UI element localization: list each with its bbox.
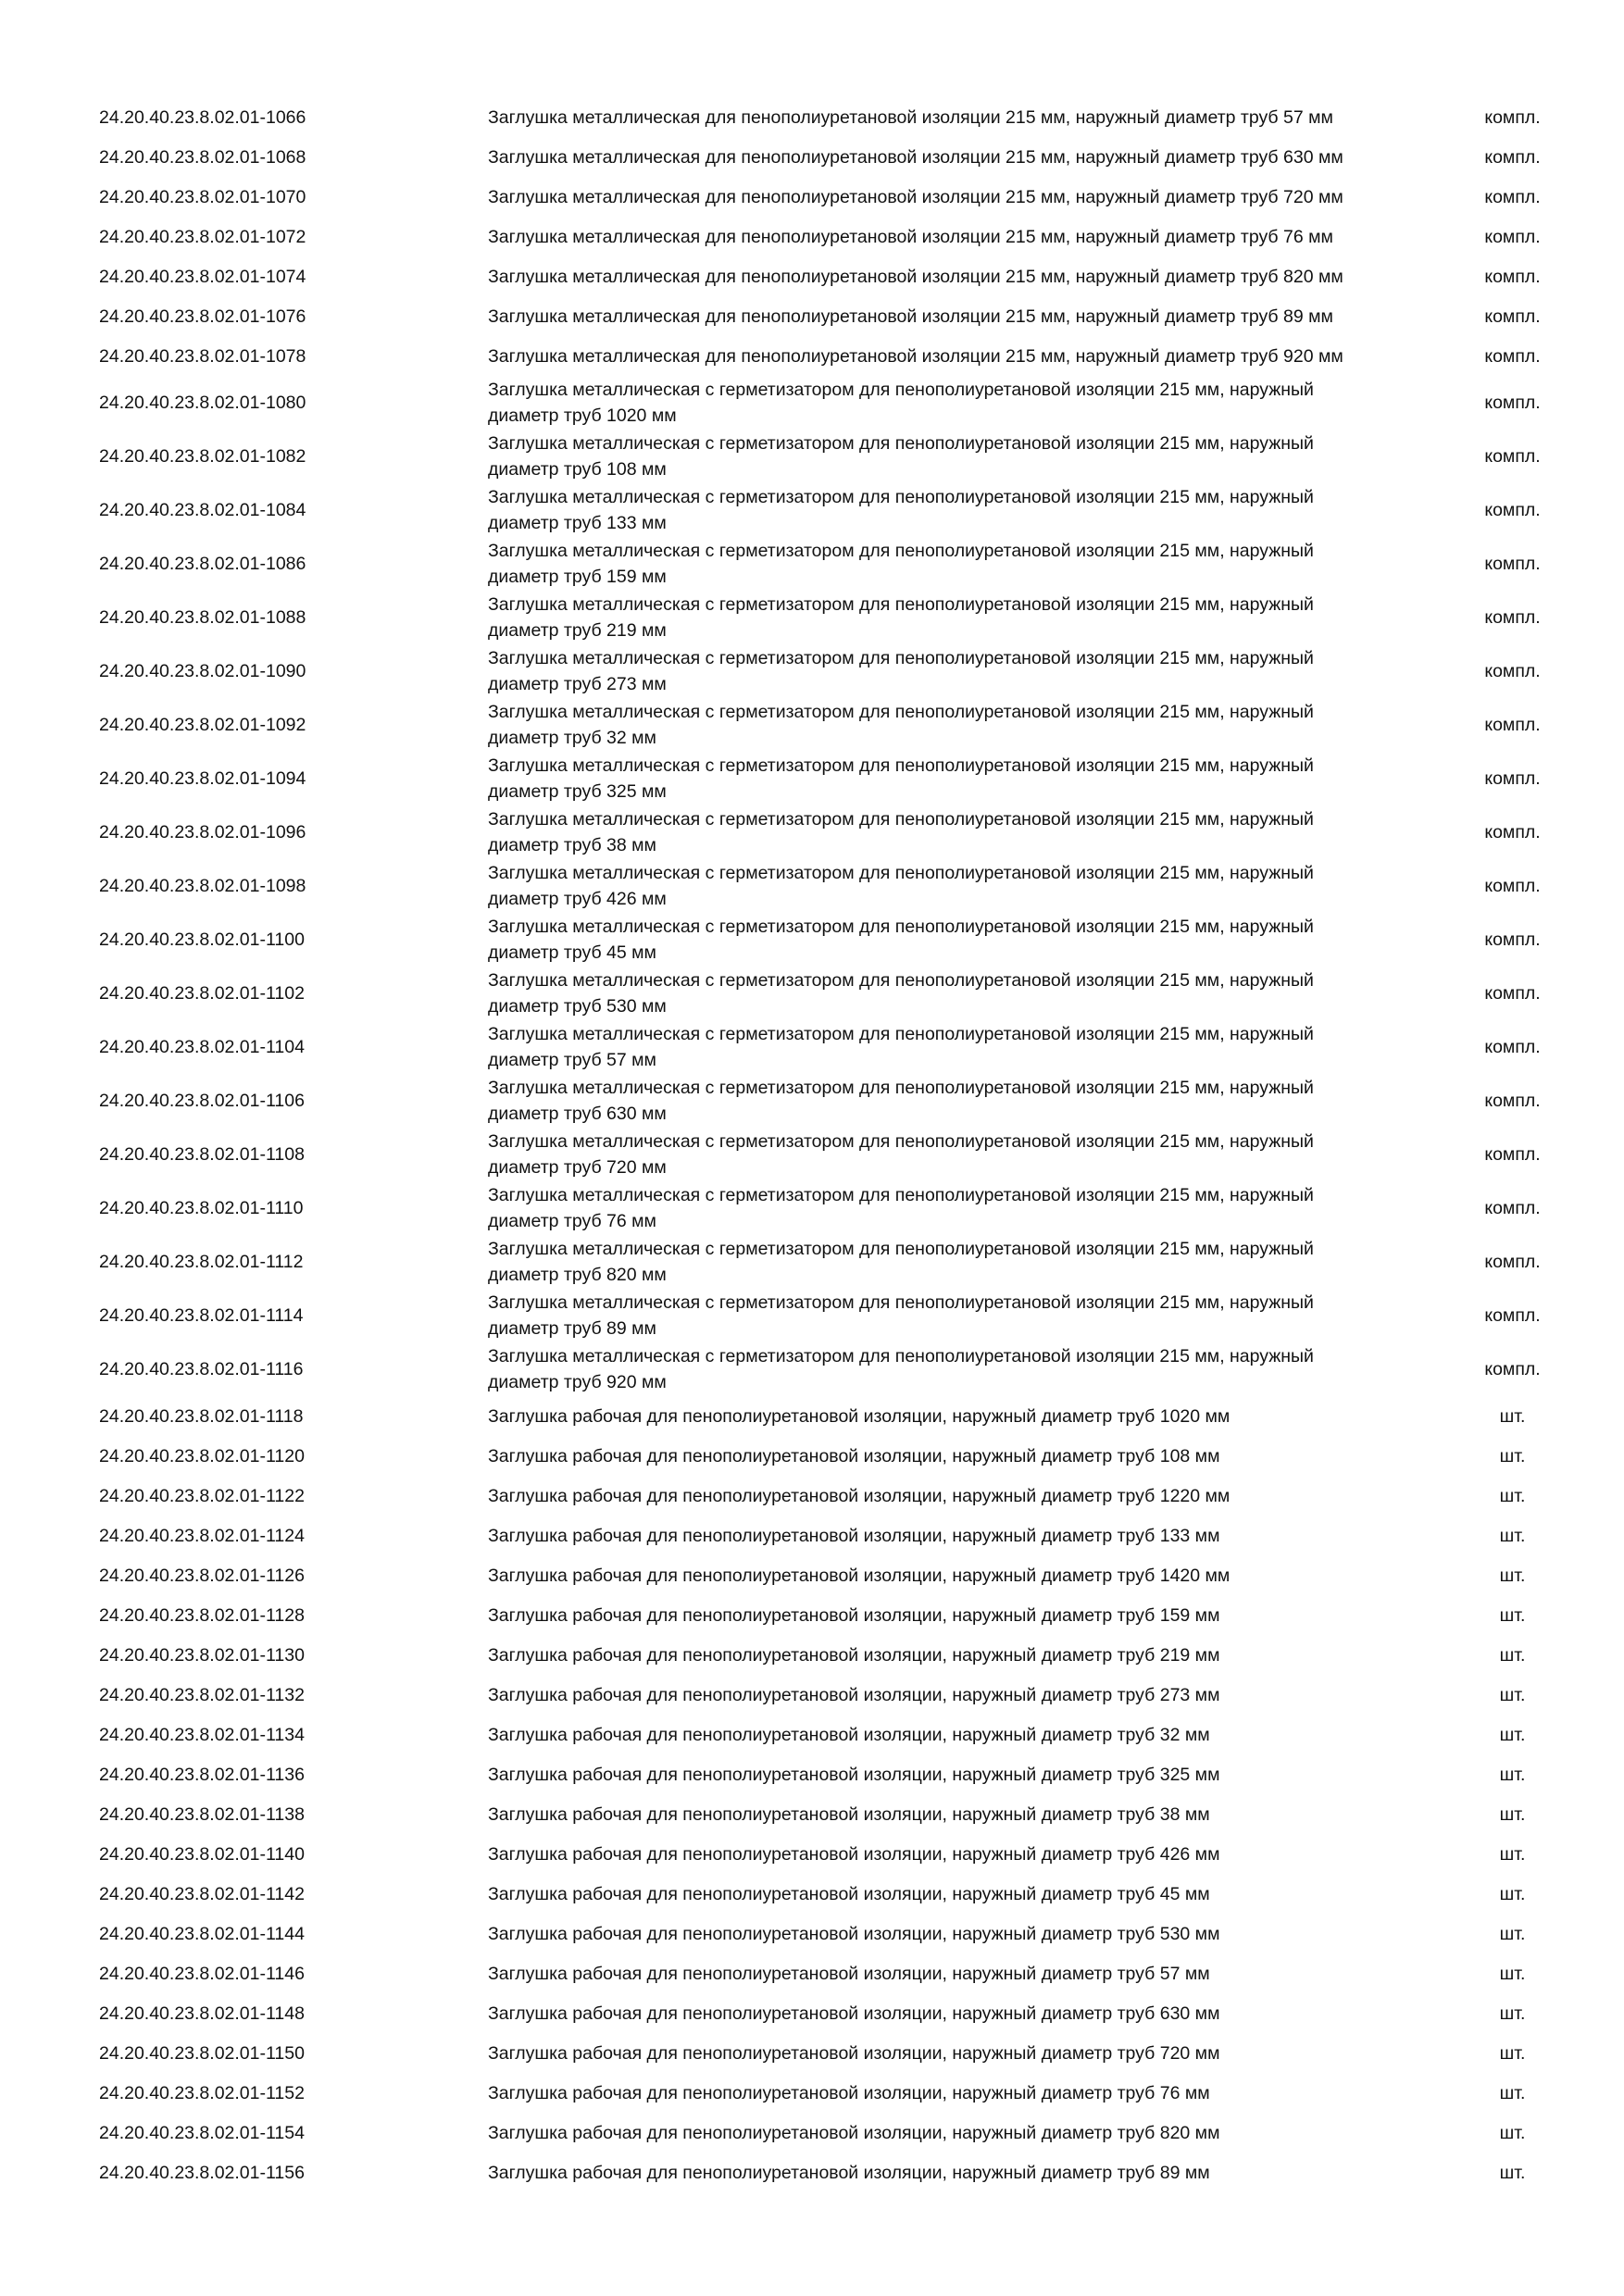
item-unit: шт. — [1499, 1445, 1526, 1466]
item-code: 24.20.40.23.8.02.01-1106 — [99, 1091, 305, 1111]
item-description: Заглушка металлическая с герметизатором для пенополиуретановой изоляции 215 мм, наружный диаметр труб 45 мм — [488, 916, 1314, 963]
item-code: 24.20.40.23.8.02.01-1086 — [99, 554, 306, 574]
item-code: 24.20.40.23.8.02.01-1138 — [99, 1803, 305, 1825]
item-code: 24.20.40.23.8.02.01-1080 — [99, 393, 306, 413]
table-row — [0, 1914, 1624, 1953]
table-row — [0, 217, 1624, 256]
item-description: Заглушка металлическая для пенополиуретановой изоляции 215 мм, наружный диаметр труб 920 мм — [488, 345, 1343, 367]
item-description: Заглушка металлическая с герметизатором для пенополиуретановой изоляции 215 мм, наружный диаметр труб 38 мм — [488, 808, 1314, 855]
item-unit: компл. — [1484, 186, 1541, 207]
item-description: Заглушка рабочая для пенополиуретановой изоляции, наружный диаметр труб 1220 мм — [488, 1485, 1230, 1506]
item-unit: компл. — [1484, 306, 1541, 327]
item-code: 24.20.40.23.8.02.01-1112 — [99, 1252, 304, 1272]
table-row — [0, 1754, 1624, 1794]
table-row — [0, 1993, 1624, 2033]
item-description: Заглушка металлическая с герметизатором для пенополиуретановой изоляции 215 мм, наружный диаметр труб 159 мм — [488, 540, 1314, 587]
item-code: 24.20.40.23.8.02.01-1082 — [99, 446, 306, 467]
item-unit: шт. — [1499, 2042, 1526, 2064]
item-description: Заглушка металлическая для пенополиуретановой изоляции 215 мм, наружный диаметр труб 720 мм — [488, 186, 1343, 207]
item-description: Заглушка металлическая с герметизатором для пенополиуретановой изоляции 215 мм, наружный диаметр труб 273 мм — [488, 647, 1314, 694]
item-unit: шт. — [1499, 2082, 1526, 2103]
item-unit: шт. — [1499, 1405, 1526, 1427]
table-row — [0, 1342, 1624, 1396]
item-description: Заглушка металлическая с герметизатором для пенополиуретановой изоляции 215 мм, наружный диаметр труб 820 мм — [488, 1238, 1314, 1285]
item-description: Заглушка металлическая для пенополиуретановой изоляции 215 мм, наружный диаметр труб 820 мм — [488, 266, 1343, 287]
item-unit: компл. — [1484, 715, 1541, 735]
item-unit: компл. — [1484, 266, 1541, 287]
item-description: Заглушка металлическая для пенополиуретановой изоляции 215 мм, наружный диаметр труб 76 мм — [488, 226, 1333, 247]
item-description: Заглушка металлическая с герметизатором для пенополиуретановой изоляции 215 мм, наружный диаметр труб 57 мм — [488, 1023, 1314, 1070]
table-row — [0, 967, 1624, 1020]
item-unit: шт. — [1499, 2162, 1526, 2183]
item-code: 24.20.40.23.8.02.01-1070 — [99, 186, 306, 207]
item-unit: компл. — [1484, 983, 1541, 1004]
item-description: Заглушка металлическая с герметизатором для пенополиуретановой изоляции 215 мм, наружный диаметр труб 89 мм — [488, 1292, 1314, 1339]
item-description: Заглушка металлическая с герметизатором для пенополиуретановой изоляции 215 мм, наружный диаметр труб 530 мм — [488, 969, 1314, 1017]
item-code: 24.20.40.23.8.02.01-1120 — [99, 1445, 305, 1466]
item-code: 24.20.40.23.8.02.01-1118 — [99, 1405, 304, 1427]
item-description: Заглушка металлическая для пенополиуретановой изоляции 215 мм, наружный диаметр труб 57 мм — [488, 106, 1333, 128]
item-code: 24.20.40.23.8.02.01-1146 — [99, 1963, 305, 1984]
table-row — [0, 1635, 1624, 1675]
table-row — [0, 137, 1624, 177]
item-description: Заглушка металлическая с герметизатором для пенополиуретановой изоляции 215 мм, наружный диаметр труб 426 мм — [488, 862, 1314, 909]
item-code: 24.20.40.23.8.02.01-1144 — [99, 1923, 305, 1944]
table-row — [0, 483, 1624, 537]
item-code: 24.20.40.23.8.02.01-1100 — [99, 930, 305, 950]
item-description: Заглушка рабочая для пенополиуретановой изоляции, наружный диаметр труб 820 мм — [488, 2122, 1220, 2143]
item-unit: компл. — [1484, 226, 1541, 247]
item-code: 24.20.40.23.8.02.01-1126 — [99, 1565, 305, 1586]
item-unit: шт. — [1499, 1684, 1526, 1705]
item-description: Заглушка металлическая с герметизатором для пенополиуретановой изоляции 215 мм, наружный диаметр труб 133 мм — [488, 486, 1314, 533]
item-unit: шт. — [1499, 1485, 1526, 1506]
item-code: 24.20.40.23.8.02.01-1136 — [99, 1764, 305, 1785]
item-unit: шт. — [1499, 1963, 1526, 1984]
item-code: 24.20.40.23.8.02.01-1090 — [99, 661, 306, 681]
item-unit: компл. — [1484, 768, 1541, 789]
table-row — [0, 2152, 1624, 2192]
item-description: Заглушка металлическая для пенополиуретановой изоляции 215 мм, наружный диаметр труб 630 мм — [488, 146, 1343, 168]
item-unit: компл. — [1484, 876, 1541, 896]
item-unit: компл. — [1484, 1252, 1541, 1272]
table-row — [0, 97, 1624, 137]
table-row — [0, 2113, 1624, 2152]
item-code: 24.20.40.23.8.02.01-1092 — [99, 715, 306, 735]
table-row — [0, 1794, 1624, 1834]
item-description: Заглушка рабочая для пенополиуретановой изоляции, наружный диаметр труб 325 мм — [488, 1764, 1220, 1785]
item-code: 24.20.40.23.8.02.01-1156 — [99, 2162, 305, 2183]
item-unit: компл. — [1484, 661, 1541, 681]
item-unit: шт. — [1499, 1565, 1526, 1586]
table-row — [0, 1675, 1624, 1715]
item-code: 24.20.40.23.8.02.01-1088 — [99, 607, 306, 628]
item-description: Заглушка рабочая для пенополиуретановой изоляции, наружный диаметр труб 273 мм — [488, 1684, 1220, 1705]
item-description: Заглушка металлическая с герметизатором для пенополиуретановой изоляции 215 мм, наружный диаметр труб 920 мм — [488, 1345, 1314, 1392]
item-code: 24.20.40.23.8.02.01-1104 — [99, 1037, 305, 1057]
item-description: Заглушка металлическая с герметизатором для пенополиуретановой изоляции 215 мм, наружный диаметр труб 76 мм — [488, 1184, 1314, 1231]
table-row — [0, 859, 1624, 913]
table-row — [0, 537, 1624, 591]
item-unit: компл. — [1484, 500, 1541, 520]
table-row — [0, 1834, 1624, 1874]
item-unit: шт. — [1499, 1525, 1526, 1546]
item-code: 24.20.40.23.8.02.01-1132 — [99, 1684, 305, 1705]
table-row — [0, 1953, 1624, 1993]
table-row — [0, 296, 1624, 336]
item-unit: компл. — [1484, 345, 1541, 367]
item-code: 24.20.40.23.8.02.01-1068 — [99, 146, 306, 168]
item-unit: компл. — [1484, 1091, 1541, 1111]
item-code: 24.20.40.23.8.02.01-1078 — [99, 345, 306, 367]
item-unit: шт. — [1499, 1923, 1526, 1944]
table-row — [0, 591, 1624, 644]
item-unit: компл. — [1484, 393, 1541, 413]
item-code: 24.20.40.23.8.02.01-1094 — [99, 768, 306, 789]
item-code: 24.20.40.23.8.02.01-1096 — [99, 822, 306, 842]
item-unit: компл. — [1484, 146, 1541, 168]
item-unit: компл. — [1484, 1144, 1541, 1165]
table-row — [0, 805, 1624, 859]
price-table — [0, 97, 1624, 2192]
item-description: Заглушка рабочая для пенополиуретановой изоляции, наружный диаметр труб 1020 мм — [488, 1405, 1230, 1427]
table-row — [0, 752, 1624, 805]
item-code: 24.20.40.23.8.02.01-1122 — [99, 1485, 305, 1506]
table-row — [0, 1289, 1624, 1342]
item-description: Заглушка рабочая для пенополиуретановой изоляции, наружный диаметр труб 219 мм — [488, 1644, 1220, 1666]
table-row — [0, 336, 1624, 376]
item-description: Заглушка рабочая для пенополиуретановой изоляции, наружный диаметр труб 108 мм — [488, 1445, 1220, 1466]
table-row — [0, 256, 1624, 296]
item-description: Заглушка рабочая для пенополиуретановой изоляции, наружный диаметр труб 45 мм — [488, 1883, 1210, 1904]
item-description: Заглушка рабочая для пенополиуретановой изоляции, наружный диаметр труб 630 мм — [488, 2003, 1220, 2024]
table-row — [0, 1476, 1624, 1516]
table-row — [0, 2073, 1624, 2113]
item-code: 24.20.40.23.8.02.01-1140 — [99, 1843, 305, 1865]
item-unit: компл. — [1484, 930, 1541, 950]
table-row — [0, 1396, 1624, 1436]
item-unit: шт. — [1499, 1803, 1526, 1825]
item-code: 24.20.40.23.8.02.01-1152 — [99, 2082, 305, 2103]
item-description: Заглушка рабочая для пенополиуретановой изоляции, наружный диаметр труб 76 мм — [488, 2082, 1210, 2103]
item-code: 24.20.40.23.8.02.01-1098 — [99, 876, 306, 896]
item-code: 24.20.40.23.8.02.01-1074 — [99, 266, 306, 287]
table-row — [0, 1074, 1624, 1128]
item-code: 24.20.40.23.8.02.01-1124 — [99, 1525, 305, 1546]
item-description: Заглушка рабочая для пенополиуретановой изоляции, наружный диаметр труб 38 мм — [488, 1803, 1210, 1825]
item-code: 24.20.40.23.8.02.01-1154 — [99, 2122, 305, 2143]
table-row — [0, 698, 1624, 752]
item-code: 24.20.40.23.8.02.01-1110 — [99, 1198, 304, 1218]
item-unit: шт. — [1499, 1604, 1526, 1626]
table-row — [0, 376, 1624, 430]
item-description: Заглушка металлическая с герметизатором для пенополиуретановой изоляции 215 мм, наружный диаметр труб 630 мм — [488, 1077, 1314, 1124]
item-unit: компл. — [1484, 1305, 1541, 1326]
table-row — [0, 1516, 1624, 1555]
item-unit: шт. — [1499, 1764, 1526, 1785]
item-code: 24.20.40.23.8.02.01-1072 — [99, 226, 306, 247]
item-description: Заглушка металлическая с герметизатором для пенополиуретановой изоляции 215 мм, наружный диаметр труб 325 мм — [488, 755, 1314, 802]
item-unit: шт. — [1499, 2003, 1526, 2024]
table-row — [0, 1020, 1624, 1074]
item-unit: шт. — [1499, 1883, 1526, 1904]
item-description: Заглушка металлическая с герметизатором для пенополиуретановой изоляции 215 мм, наружный диаметр труб 32 мм — [488, 701, 1314, 748]
item-unit: компл. — [1484, 607, 1541, 628]
item-description: Заглушка металлическая с герметизатором для пенополиуретановой изоляции 215 мм, наружный диаметр труб 1020 мм — [488, 379, 1314, 426]
item-description: Заглушка рабочая для пенополиуретановой изоляции, наружный диаметр труб 57 мм — [488, 1963, 1210, 1984]
item-unit: компл. — [1484, 1198, 1541, 1218]
item-description: Заглушка рабочая для пенополиуретановой изоляции, наружный диаметр труб 89 мм — [488, 2162, 1210, 2183]
table-row — [0, 1436, 1624, 1476]
item-description: Заглушка металлическая с герметизатором для пенополиуретановой изоляции 215 мм, наружный диаметр труб 108 мм — [488, 432, 1314, 480]
table-row — [0, 913, 1624, 967]
item-code: 24.20.40.23.8.02.01-1114 — [99, 1305, 304, 1326]
item-unit: шт. — [1499, 1644, 1526, 1666]
table-row — [0, 2033, 1624, 2073]
item-unit: шт. — [1499, 1724, 1526, 1745]
item-description: Заглушка рабочая для пенополиуретановой изоляции, наружный диаметр труб 1420 мм — [488, 1565, 1230, 1586]
item-unit: компл. — [1484, 1359, 1541, 1379]
item-code: 24.20.40.23.8.02.01-1066 — [99, 106, 306, 128]
item-unit: шт. — [1499, 1843, 1526, 1865]
table-row — [0, 1235, 1624, 1289]
item-description: Заглушка рабочая для пенополиуретановой изоляции, наружный диаметр труб 426 мм — [488, 1843, 1220, 1865]
table-row — [0, 177, 1624, 217]
item-code: 24.20.40.23.8.02.01-1150 — [99, 2042, 305, 2064]
item-description: Заглушка рабочая для пенополиуретановой изоляции, наружный диаметр труб 32 мм — [488, 1724, 1210, 1745]
table-row — [0, 1181, 1624, 1235]
item-description: Заглушка металлическая для пенополиуретановой изоляции 215 мм, наружный диаметр труб 89 мм — [488, 306, 1333, 327]
item-code: 24.20.40.23.8.02.01-1116 — [99, 1359, 304, 1379]
item-code: 24.20.40.23.8.02.01-1134 — [99, 1724, 305, 1745]
item-unit: компл. — [1484, 106, 1541, 128]
table-row — [0, 1874, 1624, 1914]
item-code: 24.20.40.23.8.02.01-1148 — [99, 2003, 305, 2024]
item-description: Заглушка рабочая для пенополиуретановой изоляции, наружный диаметр труб 530 мм — [488, 1923, 1220, 1944]
item-unit: компл. — [1484, 1037, 1541, 1057]
item-unit: шт. — [1499, 2122, 1526, 2143]
item-description: Заглушка металлическая с герметизатором для пенополиуретановой изоляции 215 мм, наружный диаметр труб 219 мм — [488, 593, 1314, 641]
item-code: 24.20.40.23.8.02.01-1076 — [99, 306, 306, 327]
item-description: Заглушка рабочая для пенополиуретановой изоляции, наружный диаметр труб 133 мм — [488, 1525, 1220, 1546]
item-description: Заглушка металлическая с герметизатором для пенополиуретановой изоляции 215 мм, наружный диаметр труб 720 мм — [488, 1130, 1314, 1178]
item-code: 24.20.40.23.8.02.01-1142 — [99, 1883, 305, 1904]
item-description: Заглушка рабочая для пенополиуретановой изоляции, наружный диаметр труб 159 мм — [488, 1604, 1220, 1626]
table-row — [0, 644, 1624, 698]
table-row — [0, 1555, 1624, 1595]
item-unit: компл. — [1484, 554, 1541, 574]
item-unit: компл. — [1484, 822, 1541, 842]
table-row — [0, 1595, 1624, 1635]
item-code: 24.20.40.23.8.02.01-1128 — [99, 1604, 305, 1626]
item-code: 24.20.40.23.8.02.01-1102 — [99, 983, 305, 1004]
item-code: 24.20.40.23.8.02.01-1130 — [99, 1644, 305, 1666]
table-row — [0, 1715, 1624, 1754]
table-row — [0, 1128, 1624, 1181]
item-description: Заглушка рабочая для пенополиуретановой изоляции, наружный диаметр труб 720 мм — [488, 2042, 1220, 2064]
item-code: 24.20.40.23.8.02.01-1084 — [99, 500, 306, 520]
table-row — [0, 430, 1624, 483]
item-code: 24.20.40.23.8.02.01-1108 — [99, 1144, 305, 1165]
item-unit: компл. — [1484, 446, 1541, 467]
